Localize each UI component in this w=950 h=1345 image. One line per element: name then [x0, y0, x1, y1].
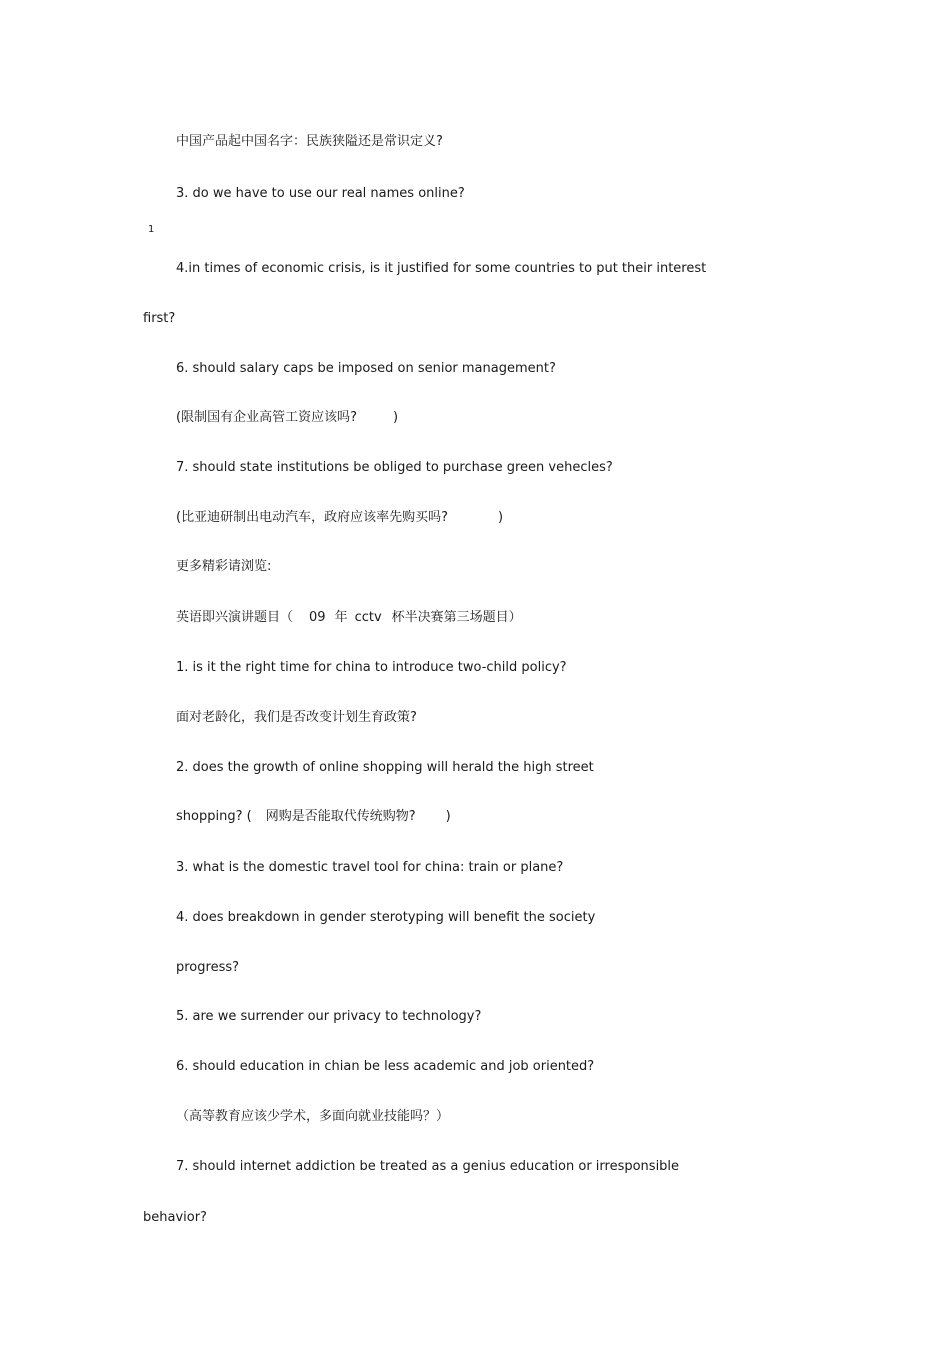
text-line: 3. do we have to use our real names online? — [176, 186, 465, 201]
text-segment: ) — [497, 510, 504, 525]
text-line: 6. should education in chian be less academic and job oriented? — [176, 1059, 595, 1074]
text-segment: shopping? ( — [176, 809, 252, 824]
text-segment: cctv — [354, 610, 382, 625]
text-segment: 英语即兴演讲题目（ — [176, 610, 294, 625]
text-line: （高等教育应该少学术，多面向就业技能吗？） — [176, 1109, 450, 1124]
text-segment: ) — [445, 809, 451, 824]
page-number: 1 — [148, 224, 155, 235]
text-line — [176, 808, 451, 826]
text-line: 更多精彩请浏览: — [176, 559, 272, 574]
text-line: 7. should internet addiction be treated as a genius education or irresponsible — [176, 1159, 680, 1174]
text-segment: 网购是否能取代传统购物? — [265, 809, 416, 824]
text-segment: (比亚迪研制出电动汽车，政府应该率先购买吗? — [176, 510, 448, 525]
text-line: 2. does the growth of online shopping will herald the high street — [176, 760, 594, 775]
text-segment: (限制国有企业高管工资应该吗? — [176, 410, 357, 425]
text-line: progress? — [176, 960, 240, 975]
text-segment: 年 — [334, 610, 348, 625]
text-line — [176, 609, 522, 627]
text-segment: 杯半决赛第三场题目） — [391, 610, 522, 625]
text-line: 1. is it the right time for china to introduce two-child policy? — [176, 660, 567, 675]
text-line: 中国产品起中国名字：民族狭隘还是常识定义? — [176, 134, 443, 149]
text-line — [176, 509, 503, 527]
text-segment: 09 — [309, 610, 326, 625]
text-line: 6. should salary caps be imposed on senior management? — [176, 361, 556, 376]
text-line: 4.in times of economic crisis, is it justified for some countries to put their interest — [176, 261, 707, 276]
text-line: behavior? — [143, 1210, 207, 1225]
text-line: 4. does breakdown in gender sterotyping will benefit the society — [176, 910, 596, 925]
text-line: 3. what is the domestic travel tool for china: train or plane? — [176, 860, 564, 875]
text-line — [176, 409, 398, 427]
text-line: 5. are we surrender our privacy to technology? — [176, 1009, 482, 1024]
text-line: 面对老龄化，我们是否改变计划生育政策? — [176, 710, 417, 725]
text-line: 7. should state institutions be obliged to purchase green vehecles? — [176, 460, 613, 475]
text-segment: ) — [392, 410, 399, 425]
text-line: first? — [143, 311, 176, 326]
